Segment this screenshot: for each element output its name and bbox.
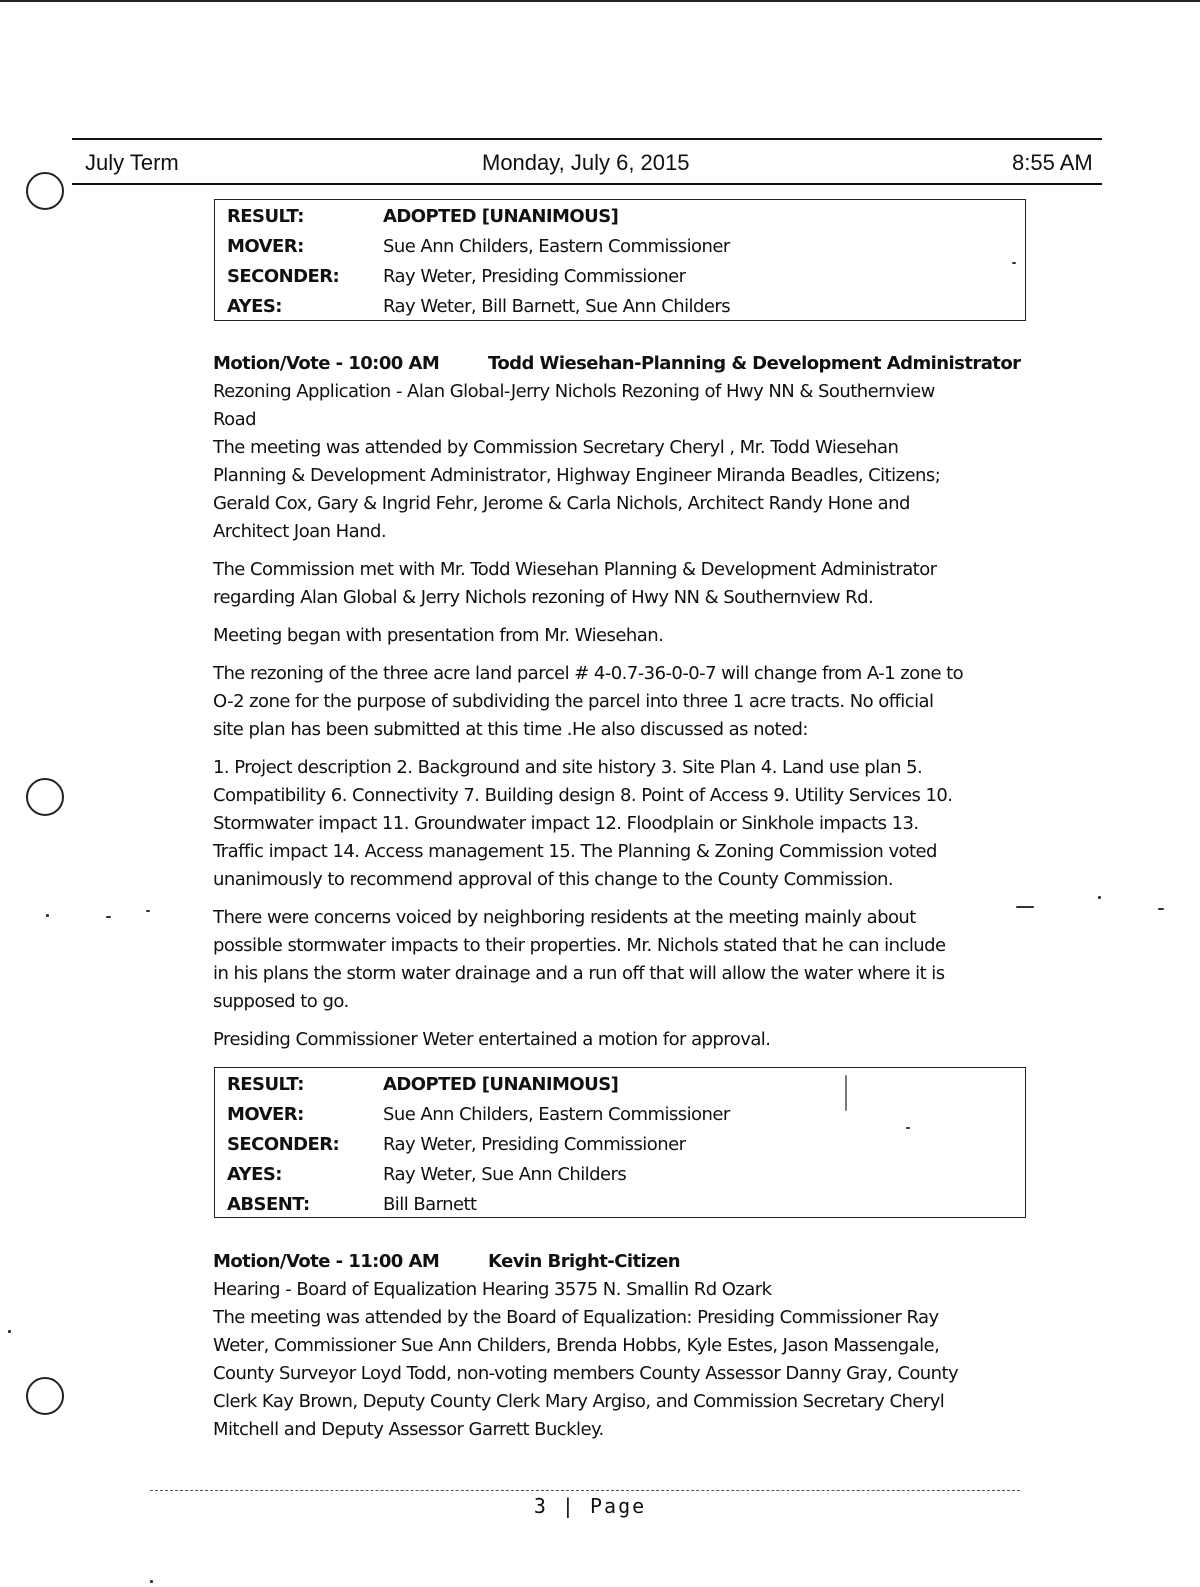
motion-2-attendance <box>213 1304 1033 1444</box>
result-value: ADOPTED [UNANIMOUS] <box>383 206 619 227</box>
result-label: SECONDER: <box>227 266 340 287</box>
result-label: RESULT: <box>227 206 304 227</box>
result-value: Ray Weter, Sue Ann Childers <box>383 1164 627 1185</box>
scan-speck <box>1016 906 1034 908</box>
result-row <box>227 1100 1025 1130</box>
text-line: 1. Project description 2. Background and site history 3. Site Plan 4. Land use plan 5. <box>213 757 923 778</box>
motion-1-rezoning-paragraph <box>213 660 1033 744</box>
result-label: MOVER: <box>227 236 304 257</box>
scan-speck <box>1012 262 1016 264</box>
text-line: Weter, Commissioner Sue Ann Childers, Brenda Hobbs, Kyle Estes, Jason Massengale, <box>213 1335 940 1356</box>
text-line: County Surveyor Loyd Todd, non-voting members County Assessor Danny Gray, County <box>213 1363 959 1384</box>
scan-speck <box>1098 896 1101 899</box>
result-row <box>227 1160 1025 1190</box>
scan-speck <box>906 1127 910 1129</box>
text-line: Compatibility 6. Connectivity 7. Building design 8. Point of Access 9. Utility Services 10. <box>213 785 953 806</box>
text-line: O-2 zone for the purpose of subdividing the parcel into three 1 acre tracts. No official <box>213 691 934 712</box>
motion-1-attendance <box>213 434 1033 546</box>
page-number: 3 | Page <box>533 1494 647 1518</box>
motion-1-approval-line: Presiding Commissioner Weter entertained a motion for approval. <box>213 1029 771 1050</box>
text-line: The rezoning of the three acre land parcel # 4-0.7-36-0-0-7 will change from A-1 zone to <box>213 663 964 684</box>
result-value: Ray Weter, Presiding Commissioner <box>383 1134 686 1155</box>
header-date: Monday, July 6, 2015 <box>482 150 690 175</box>
motion-2-heading <box>213 1248 1033 1276</box>
result-row <box>227 1190 1025 1220</box>
text-line: Planning & Development Administrator, Highway Engineer Miranda Beadles, Citizens; <box>213 465 941 486</box>
motion-1-subject <box>213 378 1033 434</box>
result-value: Sue Ann Childers, Eastern Commissioner <box>383 236 730 257</box>
result-row <box>227 262 1025 292</box>
text-line: Architect Joan Hand. <box>213 521 387 542</box>
result-value: Sue Ann Childers, Eastern Commissioner <box>383 1104 730 1125</box>
scan-speck <box>1158 908 1164 910</box>
text-line: Mitchell and Deputy Assessor Garrett Buckley. <box>213 1419 604 1440</box>
motion-title: Kevin Bright-Citizen <box>488 1251 681 1272</box>
text-line: Stormwater impact 11. Groundwater impact 12. Floodplain or Sinkhole impacts 13. <box>213 813 919 834</box>
motion-label: Motion/Vote - 11:00 AM <box>213 1251 440 1272</box>
result-value: ADOPTED [UNANIMOUS] <box>383 1074 619 1095</box>
motion-1-met-paragraph <box>213 556 1033 612</box>
text-line: The meeting was attended by Commission Secretary Cheryl , Mr. Todd Wiesehan <box>213 437 899 458</box>
text-line: Traffic impact 14. Access management 15. The Planning & Zoning Commission voted <box>213 841 937 862</box>
motion-title: Todd Wiesehan-Planning & Development Administrator <box>488 353 1021 374</box>
scan-speck <box>150 1580 153 1583</box>
result-label: SECONDER: <box>227 1134 340 1155</box>
punch-hole-middle <box>26 778 64 816</box>
scan-speck <box>146 910 150 912</box>
scan-speck <box>46 914 49 917</box>
header-top-rule <box>72 138 1102 140</box>
motion-2-subject: Hearing - Board of Equalization Hearing 3575 N. Smallin Rd Ozark <box>213 1279 772 1300</box>
text-line: supposed to go. <box>213 991 349 1012</box>
result-row <box>227 1130 1025 1160</box>
header-term: July Term <box>85 150 179 175</box>
header-bottom-rule <box>72 183 1102 185</box>
scan-speck <box>845 1075 847 1111</box>
footer-rule <box>150 1490 1020 1491</box>
scan-speck <box>106 916 111 918</box>
text-line: There were concerns voiced by neighboring residents at the meeting mainly about <box>213 907 916 928</box>
result-box-1 <box>214 199 1026 321</box>
result-value: Ray Weter, Presiding Commissioner <box>383 266 686 287</box>
text-line: The meeting was attended by the Board of Equalization: Presiding Commissioner Ray <box>213 1307 939 1328</box>
text-line: Gerald Cox, Gary & Ingrid Fehr, Jerome & Carla Nichols, Architect Randy Hone and <box>213 493 910 514</box>
text-line: Road <box>213 409 256 430</box>
result-label: ABSENT: <box>227 1194 310 1215</box>
result-row <box>227 292 1025 322</box>
result-value: Bill Barnett <box>383 1194 477 1215</box>
punch-hole-bottom <box>26 1377 64 1415</box>
text-line: Clerk Kay Brown, Deputy County Clerk Mary Argiso, and Commission Secretary Cheryl <box>213 1391 945 1412</box>
text-line: unanimously to recommend approval of this change to the County Commission. <box>213 869 894 890</box>
scan-speck <box>8 1330 11 1333</box>
result-value: Ray Weter, Bill Barnett, Sue Ann Childers <box>383 296 731 317</box>
result-label: MOVER: <box>227 1104 304 1125</box>
text-line: possible stormwater impacts to their properties. Mr. Nichols stated that he can include <box>213 935 946 956</box>
result-label: RESULT: <box>227 1074 304 1095</box>
motion-1-began-paragraph: Meeting began with presentation from Mr. Wiesehan. <box>213 625 664 646</box>
text-line: site plan has been submitted at this time .He also discussed as noted: <box>213 719 808 740</box>
motion-1-discussion-list <box>213 754 1033 894</box>
header-time: 8:55 AM <box>1012 150 1093 175</box>
result-box-2 <box>214 1067 1026 1218</box>
text-line: Rezoning Application - Alan Global-Jerry Nichols Rezoning of Hwy NN & Southernview <box>213 381 935 402</box>
result-label: AYES: <box>227 1164 282 1185</box>
motion-1-heading <box>213 350 1033 378</box>
motion-1-section <box>213 350 1033 1054</box>
motion-1-concerns-paragraph <box>213 904 1033 1016</box>
result-label: AYES: <box>227 296 282 317</box>
punch-hole-top <box>26 172 64 210</box>
motion-2-section <box>213 1248 1033 1444</box>
result-row <box>227 232 1025 262</box>
text-line: regarding Alan Global & Jerry Nichols rezoning of Hwy NN & Southernview Rd. <box>213 587 874 608</box>
result-row <box>227 202 1025 232</box>
result-row <box>227 1070 1025 1100</box>
text-line: The Commission met with Mr. Todd Wiesehan Planning & Development Administrator <box>213 559 937 580</box>
text-line: in his plans the storm water drainage and a run off that will allow the water where it is <box>213 963 945 984</box>
motion-label: Motion/Vote - 10:00 AM <box>213 353 440 374</box>
scan-edge <box>0 0 1200 2</box>
